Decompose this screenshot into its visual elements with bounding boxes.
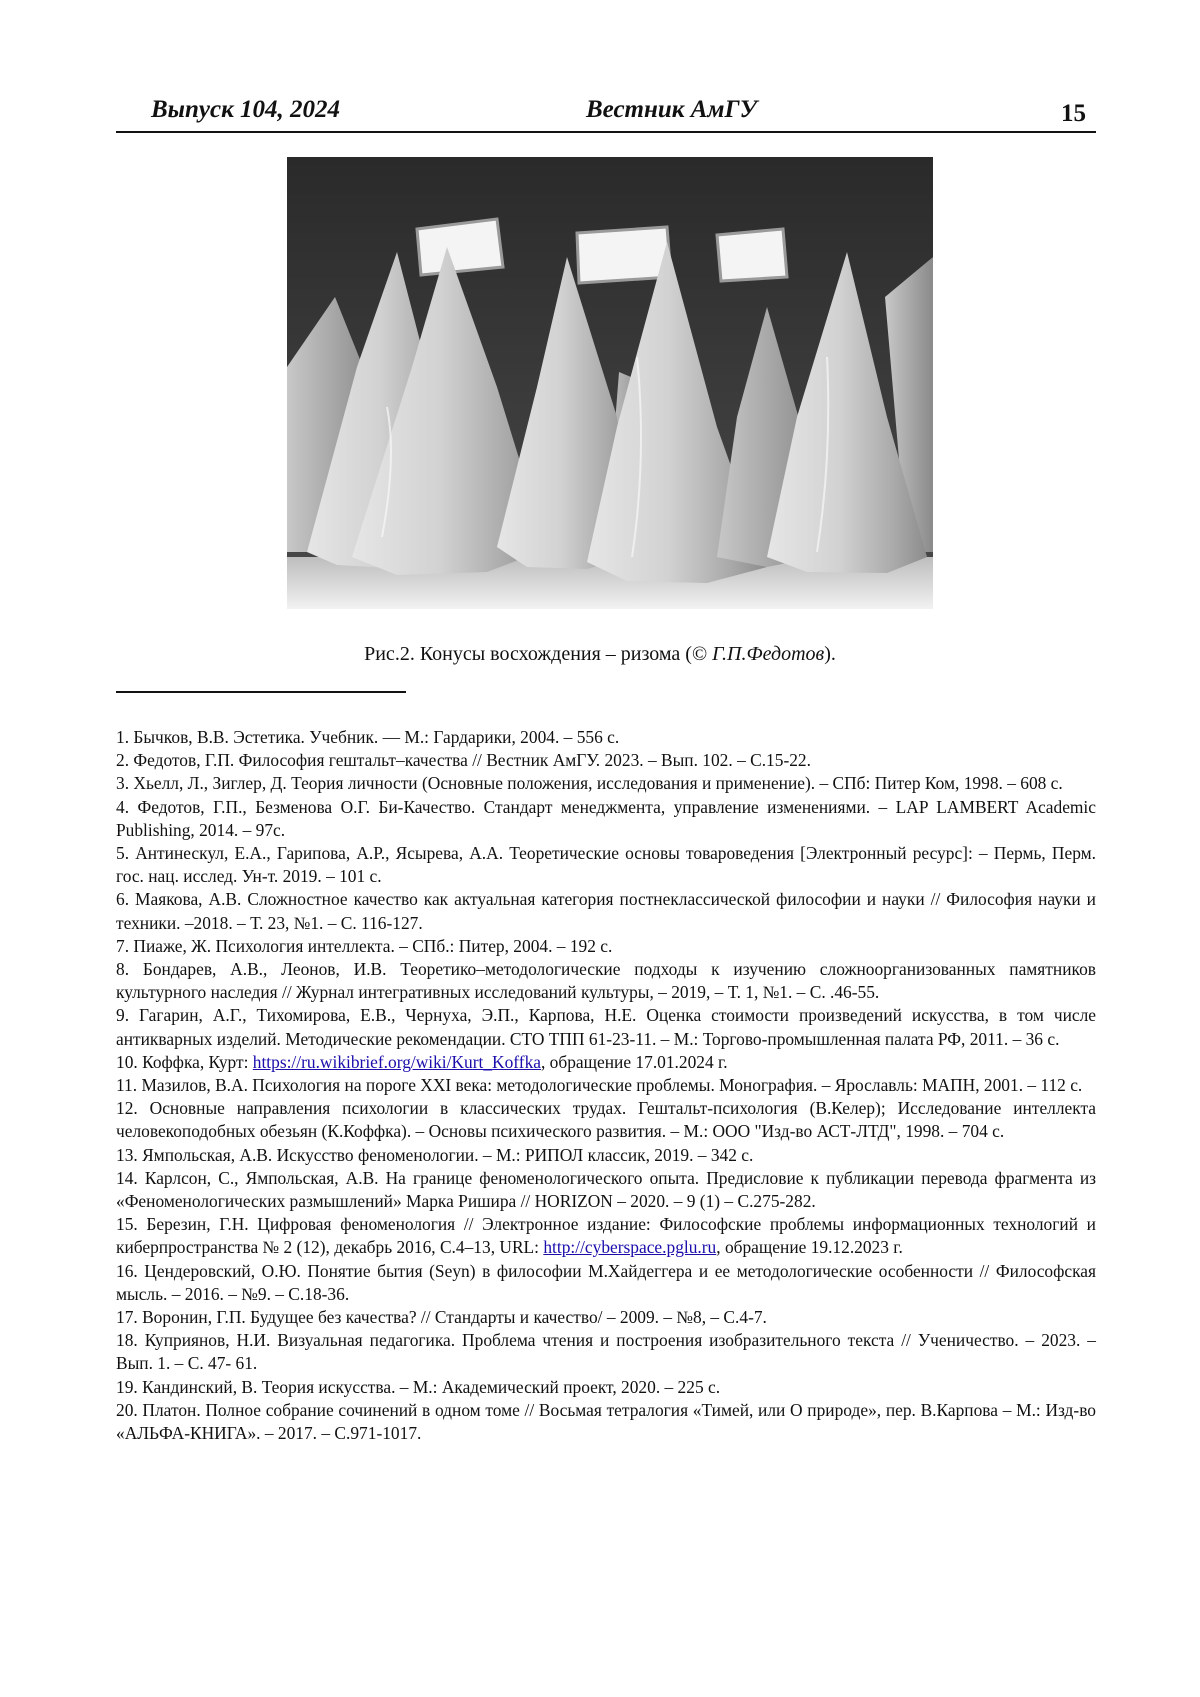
reference-item: 3. Хьелл, Л., Зиглер, Д. Теория личности (Основные положения, исследования и применение). – СПб: Питер Ком, 1998. – 608 с. [116, 773, 1063, 794]
reference-item: 20. Платон. Полное собрание сочинений в одном томе // Восьмая тетралогия «Тимей, или О природе», пер. В.Карпова – М.: Изд-во «АЛЬФА-КНИГА». – 2017. – С.971-1017. [116, 1399, 1096, 1444]
reference-item: 8. Бондарев, А.В., Леонов, И.В. Теоретико–методологические подходы к изучению сложноорганизованных памятников культурного наследия // Журнал интегративных исследований культуры, – 2019, – Т. 1, №1. – С. .46-55. [116, 959, 1096, 1003]
running-header [116, 92, 1096, 132]
reference-text: , обращение 19.12.2023 г. [716, 1237, 903, 1258]
reference-item: 17. Воронин, Г.П. Будущее без качества? // Стандарты и качество/ – 2009. – №8, – С.4-7. [116, 1307, 767, 1328]
reference-text: 10. Коффка, Курт: [116, 1051, 253, 1072]
reference-item: 9. Гагарин, А.Г., Тихомирова, Е.В., Чернуха, Э.П., Карпова, Н.Е. Оценка стоимости произведений искусства, в том числе антикварных изделий. Методические рекомендации. СТО ТПП 61-23-11. – М.: Торгово-промышленная палата РФ, 2011. – 36 с. [116, 1005, 1096, 1049]
reference-item: 1. Бычков, В.В. Эстетика. Учебник. — М.: Гардарики, 2004. – 556 с. [116, 727, 620, 747]
reference-item: 18. Куприянов, Н.И. Визуальная педагогика. Проблема чтения и построения изобразительного текста // Ученичество. – 2023. – Вып. 1. – С. 47- 61. [116, 1330, 1096, 1374]
caption-prefix: Рис.2. Конусы восхождения – ризома (© [364, 643, 713, 665]
reference-list [116, 726, 1096, 1445]
reference-item: 7. Пиаже, Ж. Психология интеллекта. – СПб.: Питер, 2004. – 192 с. [116, 935, 613, 956]
figure-photo [287, 157, 933, 609]
reference-item: 2. Федотов, Г.П. Философия гештальт–качества // Вестник АмГУ. 2023. – Вып. 102. – С.15-22. [116, 750, 811, 771]
page-number: 15 [1061, 100, 1086, 127]
caption-author: Г.П.Федотов [712, 643, 825, 665]
issue-label: Выпуск 104, 2024 [151, 96, 341, 123]
reference-item: 4. Федотов, Г.П., Безменова О.Г. Би-Качество. Стандарт менеджмента, управление изменениями. – LAP LAMBERT Academic Publishing, 2014. – 97с. [116, 796, 1096, 840]
reference-link[interactable]: http://cyberspace.pglu.ru [543, 1237, 717, 1258]
reference-item: 11. Мазилов, В.А. Психология на пороге XXI века: методологические проблемы. Монография. – Ярославль: МАПН, 2001. – 112 с. [116, 1075, 1083, 1096]
reference-item: 6. Маякова, А.В. Сложностное качество как актуальная категория постнеклассической философии и науки // Философия науки и техники. –2018. – Т. 23, №1. – С. 116-127. [116, 889, 1096, 933]
reference-item [116, 1051, 1096, 1074]
reference-item: 12. Основные направления психологии в классических трудах. Гештальт-психология (В.Келер); Исследование интеллекта человекоподобных обезьян (К.Коффка). – Основы психического развития. – М.: ООО "Изд-во АСТ-ЛТД", 1998. – 704 с. [116, 1098, 1096, 1142]
figure-caption [0, 643, 1200, 666]
footnote-rule [116, 691, 406, 693]
journal-title: Вестник АмГУ [586, 96, 757, 123]
header-rule [116, 131, 1096, 133]
reference-item: 5. Антинескул, Е.А., Гарипова, А.Р., Ясырева, А.А. Теоретические основы товароведения [Электронный ресурс]: – Пермь, Перм. гос. нац. исслед. Ун-т. 2019. – 101 с. [116, 843, 1096, 887]
reference-item: 14. Карлсон, С., Ямпольская, А.В. На границе феноменологического опыта. Предисловие к публикации перевода фрагмента из «Феноменологических размышлений» Марка Ришира // HORIZON – 2020. – 9 (1) – С.275-282. [116, 1167, 1096, 1212]
reference-item: 16. Цендеровский, О.Ю. Понятие бытия (Seyn) в философии М.Хайдеггера и ее методологические особенности // Философская мысль. – 2016. – №9. – С.18-36. [116, 1260, 1096, 1304]
reference-item [116, 1213, 1096, 1259]
reference-text: 15. Березин, Г.Н. Цифровая феноменология // Электронное издание: Философские проблемы информационных технологий и киберпространства № 2 (12), декабрь 2016, С.4–13, URL: [116, 1214, 1096, 1258]
reference-link[interactable]: https://ru.wikibrief.org/wiki/Kurt_Koffka [252, 1051, 541, 1072]
caption-suffix: ). [824, 643, 836, 665]
reference-text: , обращение 17.01.2024 г. [540, 1051, 728, 1072]
cones-photo-image [287, 157, 933, 609]
reference-item: 19. Кандинский, В. Теория искусства. – М.: Академический проект, 2020. – 225 с. [116, 1376, 721, 1397]
reference-item: 13. Ямпольская, А.В. Искусство феноменологии. – М.: РИПОЛ классик, 2019. – 342 с. [116, 1144, 754, 1165]
